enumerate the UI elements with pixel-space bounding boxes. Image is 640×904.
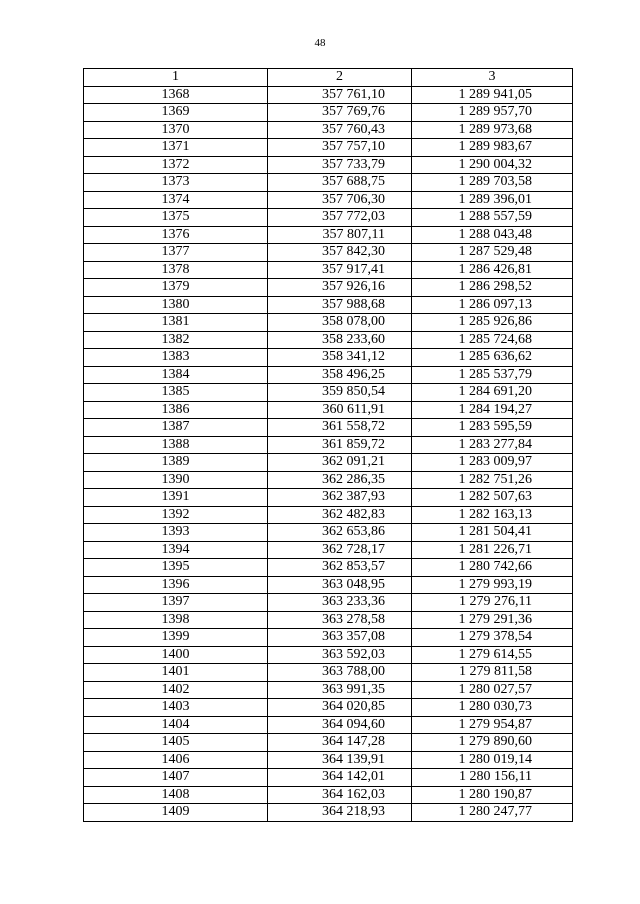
point-number: 1378 (84, 261, 268, 279)
table-row (84, 314, 573, 332)
table-row (84, 279, 573, 297)
table-row (84, 576, 573, 594)
point-number: 1388 (84, 436, 268, 454)
table-row (84, 734, 573, 752)
table-row (84, 699, 573, 717)
y-coordinate: 1 280 030,73 (412, 699, 573, 717)
table-row (84, 191, 573, 209)
y-coordinate: 1 281 504,41 (412, 524, 573, 542)
x-coordinate: 362 653,86 (268, 524, 412, 542)
header-col-2: 2 (268, 69, 412, 87)
table-row (84, 489, 573, 507)
x-coordinate: 363 991,35 (268, 681, 412, 699)
x-coordinate: 357 917,41 (268, 261, 412, 279)
x-coordinate: 357 769,76 (268, 104, 412, 122)
point-number: 1376 (84, 226, 268, 244)
x-coordinate: 363 592,03 (268, 646, 412, 664)
x-coordinate: 357 761,10 (268, 86, 412, 104)
y-coordinate: 1 285 636,62 (412, 349, 573, 367)
table-row (84, 611, 573, 629)
table-row (84, 384, 573, 402)
x-coordinate: 363 788,00 (268, 664, 412, 682)
x-coordinate: 357 706,30 (268, 191, 412, 209)
point-number: 1381 (84, 314, 268, 332)
y-coordinate: 1 288 557,59 (412, 209, 573, 227)
y-coordinate: 1 285 724,68 (412, 331, 573, 349)
point-number: 1394 (84, 541, 268, 559)
y-coordinate: 1 279 890,60 (412, 734, 573, 752)
header-col-3: 3 (412, 69, 573, 87)
point-number: 1384 (84, 366, 268, 384)
y-coordinate: 1 282 163,13 (412, 506, 573, 524)
y-coordinate: 1 279 614,55 (412, 646, 573, 664)
point-number: 1371 (84, 139, 268, 157)
point-number: 1399 (84, 629, 268, 647)
x-coordinate: 364 142,01 (268, 769, 412, 787)
x-coordinate: 364 139,91 (268, 751, 412, 769)
table-row (84, 559, 573, 577)
point-number: 1385 (84, 384, 268, 402)
point-number: 1396 (84, 576, 268, 594)
x-coordinate: 358 341,12 (268, 349, 412, 367)
point-number: 1386 (84, 401, 268, 419)
point-number: 1390 (84, 471, 268, 489)
point-number: 1397 (84, 594, 268, 612)
table-row (84, 471, 573, 489)
coordinates-table (83, 68, 573, 822)
table-row (84, 121, 573, 139)
point-number: 1407 (84, 769, 268, 787)
table-row (84, 401, 573, 419)
point-number: 1382 (84, 331, 268, 349)
y-coordinate: 1 283 009,97 (412, 454, 573, 472)
y-coordinate: 1 282 751,26 (412, 471, 573, 489)
x-coordinate: 364 094,60 (268, 716, 412, 734)
point-number: 1372 (84, 156, 268, 174)
point-number: 1404 (84, 716, 268, 734)
point-number: 1409 (84, 804, 268, 822)
x-coordinate: 362 482,83 (268, 506, 412, 524)
x-coordinate: 363 357,08 (268, 629, 412, 647)
x-coordinate: 357 842,30 (268, 244, 412, 262)
point-number: 1373 (84, 174, 268, 192)
point-number: 1387 (84, 419, 268, 437)
y-coordinate: 1 280 247,77 (412, 804, 573, 822)
x-coordinate: 364 218,93 (268, 804, 412, 822)
x-coordinate: 362 728,17 (268, 541, 412, 559)
y-coordinate: 1 283 277,84 (412, 436, 573, 454)
point-number: 1393 (84, 524, 268, 542)
table-row (84, 349, 573, 367)
x-coordinate: 357 757,10 (268, 139, 412, 157)
table-row (84, 244, 573, 262)
y-coordinate: 1 289 957,70 (412, 104, 573, 122)
point-number: 1389 (84, 454, 268, 472)
y-coordinate: 1 280 019,14 (412, 751, 573, 769)
point-number: 1380 (84, 296, 268, 314)
table-row (84, 174, 573, 192)
y-coordinate: 1 279 378,54 (412, 629, 573, 647)
y-coordinate: 1 279 993,19 (412, 576, 573, 594)
y-coordinate: 1 279 276,11 (412, 594, 573, 612)
table-row (84, 681, 573, 699)
y-coordinate: 1 284 194,27 (412, 401, 573, 419)
table-body (84, 86, 573, 821)
table-row (84, 226, 573, 244)
y-coordinate: 1 279 291,36 (412, 611, 573, 629)
x-coordinate: 358 496,25 (268, 366, 412, 384)
table-row (84, 296, 573, 314)
x-coordinate: 359 850,54 (268, 384, 412, 402)
x-coordinate: 362 853,57 (268, 559, 412, 577)
table-row (84, 524, 573, 542)
y-coordinate: 1 286 426,81 (412, 261, 573, 279)
y-coordinate: 1 285 926,86 (412, 314, 573, 332)
y-coordinate: 1 287 529,48 (412, 244, 573, 262)
y-coordinate: 1 289 941,05 (412, 86, 573, 104)
x-coordinate: 358 233,60 (268, 331, 412, 349)
point-number: 1370 (84, 121, 268, 139)
table-row (84, 716, 573, 734)
x-coordinate: 364 162,03 (268, 786, 412, 804)
x-coordinate: 363 278,58 (268, 611, 412, 629)
table-row (84, 751, 573, 769)
table-row (84, 769, 573, 787)
table-row (84, 646, 573, 664)
x-coordinate: 357 807,11 (268, 226, 412, 244)
table-row (84, 261, 573, 279)
x-coordinate: 357 926,16 (268, 279, 412, 297)
x-coordinate: 361 859,72 (268, 436, 412, 454)
x-coordinate: 362 286,35 (268, 471, 412, 489)
point-number: 1398 (84, 611, 268, 629)
point-number: 1403 (84, 699, 268, 717)
x-coordinate: 363 233,36 (268, 594, 412, 612)
x-coordinate: 361 558,72 (268, 419, 412, 437)
table-row (84, 454, 573, 472)
y-coordinate: 1 280 156,11 (412, 769, 573, 787)
table-row (84, 436, 573, 454)
y-coordinate: 1 290 004,32 (412, 156, 573, 174)
table-row (84, 156, 573, 174)
y-coordinate: 1 280 190,87 (412, 786, 573, 804)
point-number: 1375 (84, 209, 268, 227)
point-number: 1369 (84, 104, 268, 122)
header-col-1: 1 (84, 69, 268, 87)
x-coordinate: 362 091,21 (268, 454, 412, 472)
point-number: 1405 (84, 734, 268, 752)
table-row (84, 139, 573, 157)
point-number: 1406 (84, 751, 268, 769)
point-number: 1368 (84, 86, 268, 104)
table-row (84, 331, 573, 349)
point-number: 1379 (84, 279, 268, 297)
table-row (84, 506, 573, 524)
y-coordinate: 1 279 954,87 (412, 716, 573, 734)
y-coordinate: 1 289 973,68 (412, 121, 573, 139)
point-number: 1391 (84, 489, 268, 507)
y-coordinate: 1 285 537,79 (412, 366, 573, 384)
point-number: 1392 (84, 506, 268, 524)
table-header (84, 69, 573, 87)
x-coordinate: 357 688,75 (268, 174, 412, 192)
y-coordinate: 1 281 226,71 (412, 541, 573, 559)
y-coordinate: 1 279 811,58 (412, 664, 573, 682)
table-row (84, 104, 573, 122)
table-row (84, 664, 573, 682)
y-coordinate: 1 286 097,13 (412, 296, 573, 314)
x-coordinate: 357 760,43 (268, 121, 412, 139)
point-number: 1401 (84, 664, 268, 682)
x-coordinate: 360 611,91 (268, 401, 412, 419)
table-row (84, 366, 573, 384)
x-coordinate: 363 048,95 (268, 576, 412, 594)
y-coordinate: 1 288 043,48 (412, 226, 573, 244)
table-row (84, 594, 573, 612)
y-coordinate: 1 289 983,67 (412, 139, 573, 157)
point-number: 1377 (84, 244, 268, 262)
y-coordinate: 1 289 396,01 (412, 191, 573, 209)
table-row (84, 541, 573, 559)
point-number: 1402 (84, 681, 268, 699)
point-number: 1400 (84, 646, 268, 664)
x-coordinate: 357 733,79 (268, 156, 412, 174)
page-number: 48 (314, 37, 326, 49)
point-number: 1408 (84, 786, 268, 804)
x-coordinate: 357 988,68 (268, 296, 412, 314)
table-row (84, 209, 573, 227)
x-coordinate: 364 020,85 (268, 699, 412, 717)
x-coordinate: 364 147,28 (268, 734, 412, 752)
x-coordinate: 358 078,00 (268, 314, 412, 332)
y-coordinate: 1 282 507,63 (412, 489, 573, 507)
y-coordinate: 1 289 703,58 (412, 174, 573, 192)
x-coordinate: 362 387,93 (268, 489, 412, 507)
table-row (84, 629, 573, 647)
table-row (84, 419, 573, 437)
table-row (84, 786, 573, 804)
y-coordinate: 1 280 742,66 (412, 559, 573, 577)
header-row (84, 69, 573, 87)
y-coordinate: 1 286 298,52 (412, 279, 573, 297)
point-number: 1383 (84, 349, 268, 367)
y-coordinate: 1 284 691,20 (412, 384, 573, 402)
x-coordinate: 357 772,03 (268, 209, 412, 227)
point-number: 1374 (84, 191, 268, 209)
point-number: 1395 (84, 559, 268, 577)
table-row (84, 804, 573, 822)
table-row (84, 86, 573, 104)
y-coordinate: 1 280 027,57 (412, 681, 573, 699)
y-coordinate: 1 283 595,59 (412, 419, 573, 437)
